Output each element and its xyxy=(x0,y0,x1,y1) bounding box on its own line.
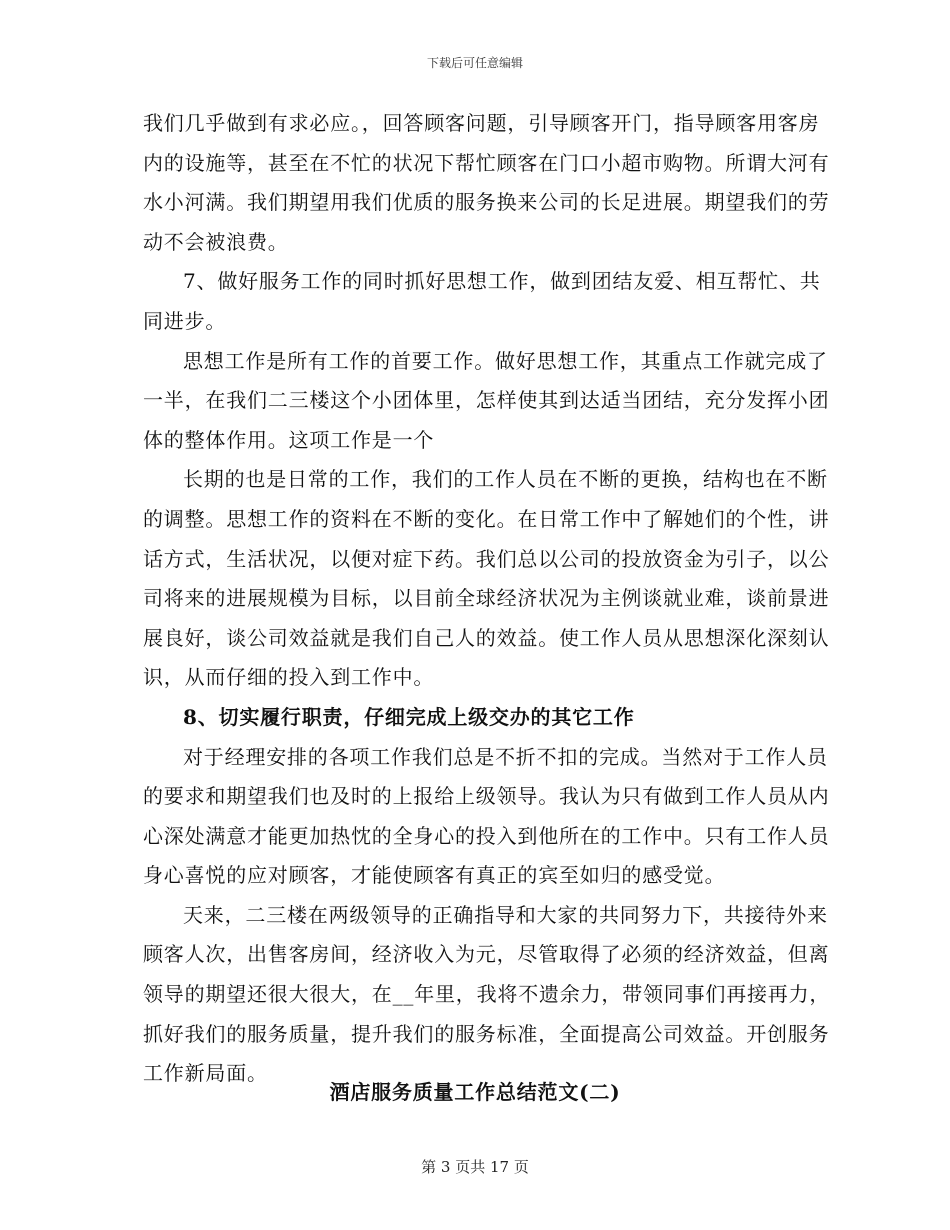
section-title: 酒店服务质量工作总结范文(二) xyxy=(329,1080,621,1104)
page-header: 下载后可任意编辑 xyxy=(426,56,523,70)
section-heading: 8、切实履行职责，仔细完成上级交办的其它工作 xyxy=(183,704,635,729)
document-body xyxy=(143,104,833,1094)
page-footer: 第 3 页共 17 页 xyxy=(421,1158,529,1176)
paragraph: 天来，二三楼在两级领导的正确指导和大家的共同努力下，共接待外来顾客人次，出售客房间，经济收入为元，尽管取得了必须的经济效益，但离领导的期望还很大很大，在__年里，我将不遗余力，带领同事们再接再力，抓好我们的服务质量，提升我们的服务标准，全面提高公司效益。开创服务工作新局面。 xyxy=(143,902,831,1086)
paragraph: 长期的也是日常的工作，我们的工作人员在不断的更换，结构也在不断的调整。思想工作的资料在不断的变化。在日常工作中了解她们的个性，讲话方式，生活状况，以便对症下药。我们总以公司的投放资金为引子，以公司将来的进展规模为目标，以目前全球经济状况为主例谈就业难，谈前景进展良好，谈公司效益就是我们自己人的效益。使工作人员从思想深化深刻认识，从而仔细的投入到工作中。 xyxy=(143,467,830,690)
paragraph: 我们几乎做到有求必应。，回答顾客问题，引导顾客开门，指导顾客用客房内的设施等，甚至在不忙的状况下帮忙顾客在门口小超市购物。所谓大河有水小河满。我们期望用我们优质的服务换来公司的长足进展。期望我们的劳动不会被浪费。 xyxy=(143,111,830,254)
paragraph: 思想工作是所有工作的首要工作。做好思想工作，其重点工作就完成了一半，在我们二三楼这个小团体里，怎样使其到达适当团结，充分发挥小团体的整体作用。这项工作是一个 xyxy=(143,348,830,452)
paragraph: 7、做好服务工作的同时抓好思想工作，做到团结友爱、相互帮忙、共同进步。 xyxy=(143,269,821,333)
paragraph: 对于经理安排的各项工作我们总是不折不扣的完成。当然对于工作人员的要求和期望我们也及时的上报给上级领导。我认为只有做到工作人员从内心深处满意才能更加热忱的全身心的投入到他所在的工作中。只有工作人员身心喜悦的应对顾客，才能使顾客有真正的宾至如归的感受觉。 xyxy=(143,744,830,888)
